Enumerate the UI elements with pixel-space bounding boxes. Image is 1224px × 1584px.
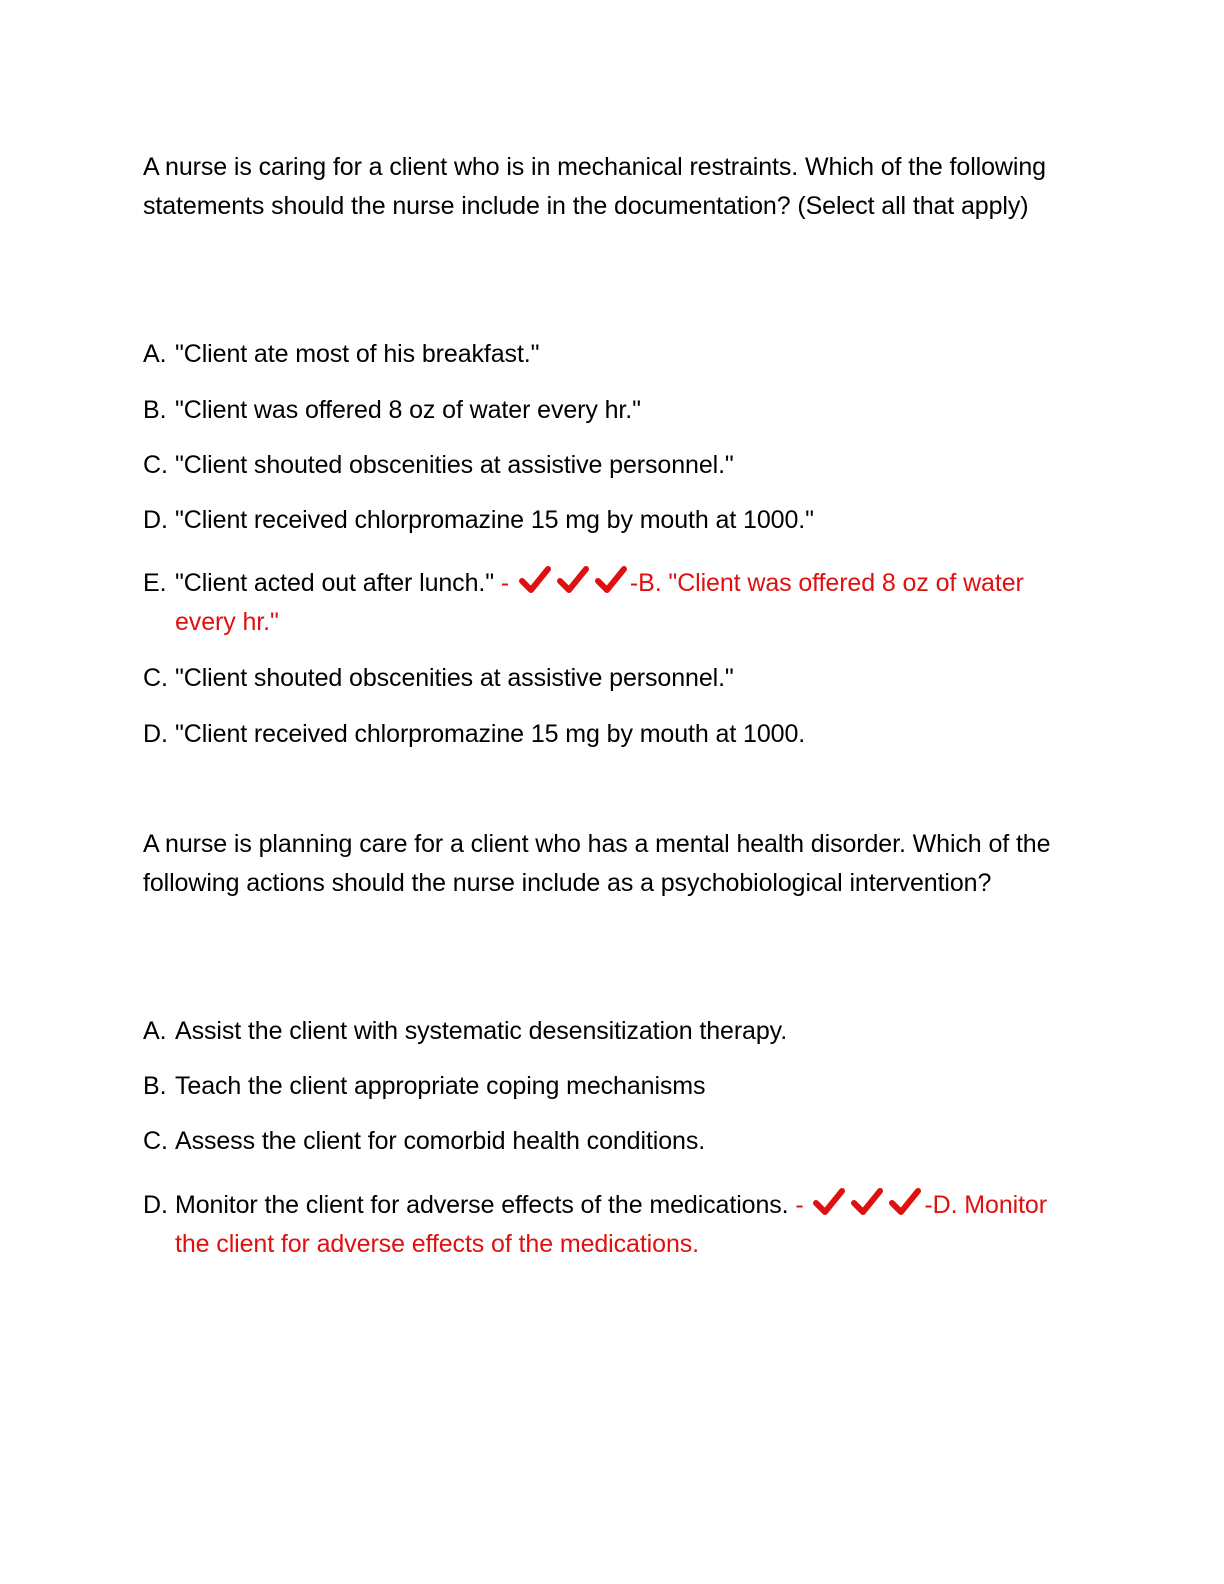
q1-option-c [143,446,1083,485]
option-text: Assist the client with systematic desensitization therapy. [175,1017,788,1045]
option-letter: A. [143,1017,167,1045]
check-mark-icon [595,566,627,594]
correct-answer-text: B. "Client was offered 8 oz of water every hr." [175,569,1024,636]
option-text: "Client ate most of his breakfast." [175,340,540,368]
option-text: "Client shouted obscenities at assistive personnel." [175,664,734,692]
q1-option-c-repeat [143,659,1083,698]
option-letter: B. [143,1072,167,1100]
option-letter: E. [143,569,167,597]
correct-answer-text: D. Monitor the client for adverse effects of the medications. [175,1191,1047,1258]
q2-option-d [143,1186,1083,1264]
option-letter: B. [143,396,167,424]
option-text: Monitor the client for adverse effects of the medications. [175,1191,789,1219]
q2-option-a [143,1012,1083,1051]
option-text: Teach the client appropriate coping mechanisms [175,1072,706,1100]
question-2-stem: A nurse is planning care for a client who has a mental health disorder. Which of the following actions should the nurse include as a psychobiological intervention? [143,830,1051,897]
option-letter: C. [143,664,168,692]
check-mark-icon [851,1188,883,1216]
option-text: "Client received chlorpromazine 15 mg by mouth at 1000." [175,506,814,534]
option-letter: C. [143,1127,168,1155]
q2-option-b [143,1067,1083,1106]
option-text: "Client received chlorpromazine 15 mg by mouth at 1000. [175,720,806,748]
q1-option-d [143,501,1083,540]
option-text: "Client acted out after lunch." [175,569,494,597]
check-mark-icon [519,566,551,594]
answer-separator: - [788,1191,811,1219]
option-letter: C. [143,451,168,479]
option-letter: D. [143,1191,168,1219]
q2-option-c [143,1122,1083,1161]
check-mark-icon [889,1188,921,1216]
check-mark-icon [557,566,589,594]
answer-separator: - [494,569,516,597]
option-text: "Client shouted obscenities at assistive personnel." [175,451,734,479]
answer-dash: - [924,1191,933,1219]
q1-option-b [143,391,1083,430]
option-letter: D. [143,720,168,748]
q1-option-d-repeat [143,715,1083,754]
q1-option-a [143,335,1083,374]
question-1-stem: A nurse is caring for a client who is in mechanical restraints. Which of the following statements should the nurse include in the documentation? (Select all that apply) [143,153,1046,220]
option-letter: A. [143,340,167,368]
check-mark-icon [813,1188,845,1216]
option-letter: D. [143,506,168,534]
option-text: Assess the client for comorbid health conditions. [175,1127,706,1155]
option-text: "Client was offered 8 oz of water every hr." [175,396,641,424]
q1-option-e [143,564,1083,642]
answer-dash: - [629,569,639,597]
